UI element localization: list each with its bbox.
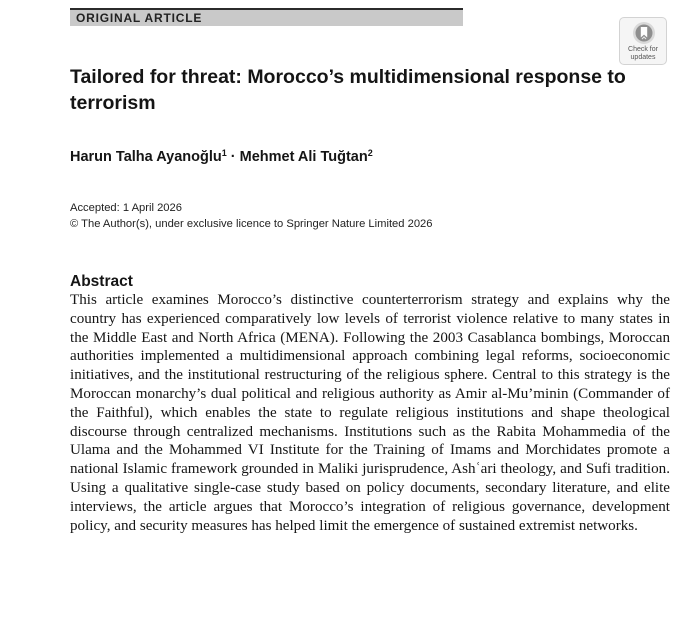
abstract-heading: Abstract <box>70 273 133 290</box>
author-affiliation-marker[interactable]: 2 <box>367 148 373 158</box>
bookmark-check-icon <box>632 21 656 45</box>
article-metadata <box>70 200 433 232</box>
check-for-updates-line2: updates <box>630 54 656 61</box>
check-for-updates-line1: Check for <box>628 46 658 53</box>
author-affiliation-marker[interactable]: 1 <box>221 148 227 158</box>
check-for-updates-badge[interactable] <box>619 17 667 65</box>
copyright-notice: © The Author(s), under exclusive licence to Springer Nature Limited 2026 <box>70 218 433 230</box>
check-for-updates-text <box>620 46 666 62</box>
author-separator: · <box>226 149 240 165</box>
author-name[interactable]: Mehmet Ali Tuğtan <box>239 149 368 165</box>
author-list <box>70 148 373 166</box>
accepted-date: Accepted: 1 April 2026 <box>70 202 182 214</box>
abstract-text: This article examines Morocco’s distinctive counterterrorism strategy and explains why the country has experienced comparatively low levels of terrorist violence relative to many states in the Middle East and North Africa (MENA). Following the 2003 Casablanca bombings, Moroccan authorities implemented a multidimensional approach combining legal reforms, socioeconomic initiatives, and the institutional restructuring of the religious sphere. Central to this strategy is the Moroccan monarchy’s dual political and religious authority as Amir al-Mu’minin (Commander of the Faithful), which enables the state to regulate religious institutions and shape theological discourse through centralized mechanisms. Institutions such as the Rabita Mohammedia of the Ulama and the Mohammed VI Institute for the Training of Imams and Morchidates promote a national Islamic framework grounded in Maliki jurisprudence, Ashʿari theology, and Sufi tradition. Using a qualitative single-case study based on policy documents, secondary literature, and elite interviews, the article argues that Morocco’s integration of religious governance, development policy, and security measures has helped limit the emergence of sustained extremist networks. <box>70 292 670 534</box>
author-name[interactable]: Harun Talha Ayanoğlu <box>70 149 222 165</box>
article-type-label: ORIGINAL ARTICLE <box>76 11 203 25</box>
article-type-bar <box>70 8 463 26</box>
article-title: Tailored for threat: Morocco’s multidimensional response to terrorism <box>70 66 626 114</box>
